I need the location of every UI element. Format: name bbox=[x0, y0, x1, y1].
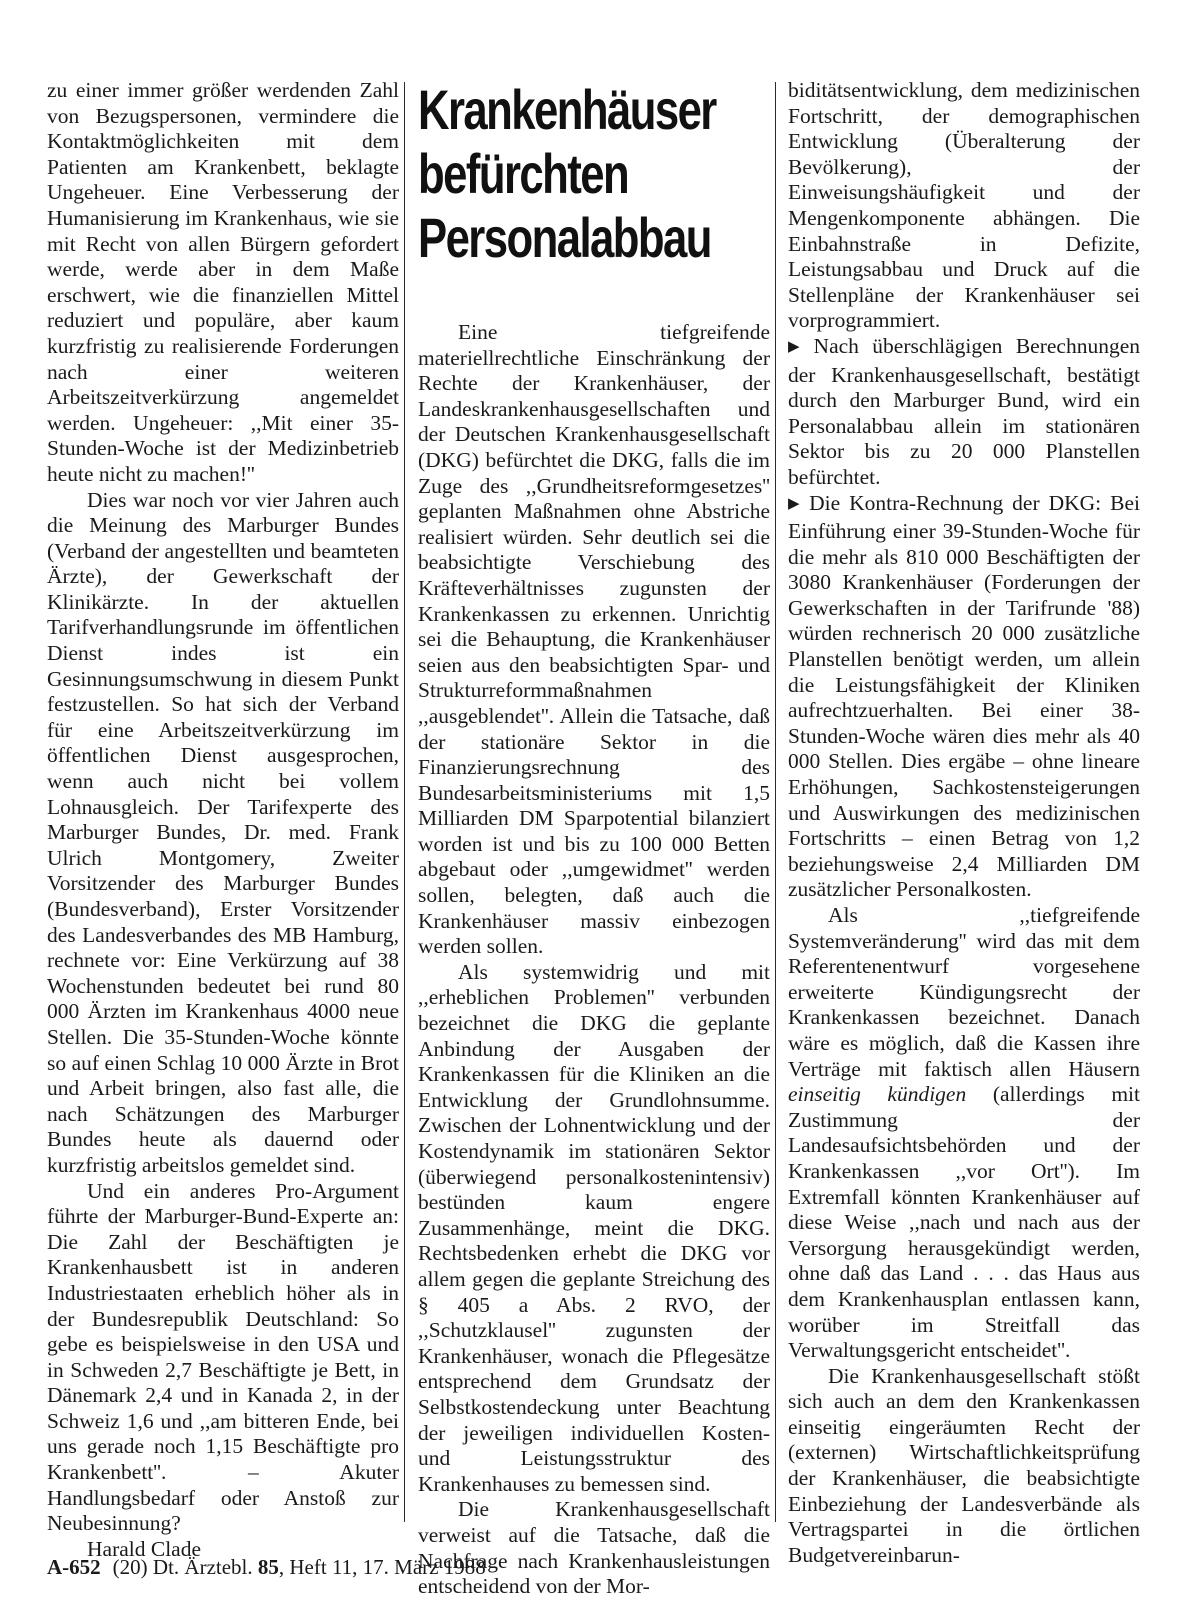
paragraph: Die Krankenhausgesellschaft verweist auf die Tatsache, daß die Nachfrage nach Krankenhausleistungen entscheidend von der Mor- bbox=[418, 1497, 770, 1599]
paragraph: Als systemwidrig und mit ,,erheblichen Problemen'' verbunden bezeichnet die DKG die geplante Anbindung der Ausgaben der Krankenkassen für die Kliniken an die Entwicklung der Grundlohnsumme. Zwischen der Lohnentwicklung und der Kostendynamik im stationären Sektor (überwiegend personalkostenintensiv) bestünden kaum engere Zusammenhänge, meint die DKG. Rechtsbedenken erhebt die DKG vor allem gegen die geplante Streichung des § 405 a Abs. 2 RVO, der ,,Schutzklausel'' zugunsten der Krankenhäuser, wonach die Pflegesätze entsprechend dem Grundsatz der Selbstkostendeckung unter Beachtung der jeweiligen individuellen Kosten- und Leistungsstruktur des Krankenhauses zu bemessen sind. bbox=[418, 959, 770, 1496]
triangle-bullet-icon: ▶ bbox=[788, 495, 804, 512]
paragraph bbox=[788, 903, 1140, 1364]
paragraph-text: (allerdings mit Zustimmung der Landesaufsichtsbehörden und der Krankenkassen ,,vor Ort''). Im Extremfall könnten Krankenhäuser auf diese Weise ,,nach und nach aus der Versorgung herausgekündigt werden, ohne daß das Land . . . das Haus aus dem Krankenhausplan entlassen kann, worüber im Streitfall das Verwaltungsgericht entscheidet''. bbox=[788, 1082, 1140, 1363]
paragraph: zu einer immer größer werdenden Zahl von Bezugspersonen, vermindere die Kontaktmöglichkeiten mit dem Patienten am Krankenbett, beklagte Ungeheuer. Eine Verbesserung der Humanisierung im Krankenhaus, wie sie mit Recht von allen Bürgern gefordert werde, werde aber in dem Maße erschwert, wie die finanziellen Mittel reduziert und populäre, aber kaum kurzfristig zu realisierende Forderungen nach einer weiteren Arbeitszeitverkürzung angemeldet werden. Ungeheuer: ,,Mit einer 35-Stunden-Woche ist der Medizinbetrieb heute nicht zu machen!'' bbox=[47, 78, 399, 486]
article-column-2 bbox=[418, 78, 770, 1600]
emphasis-text: einseitig kündigen bbox=[788, 1082, 967, 1107]
paragraph: Dies war noch vor vier Jahren auch die Meinung des Marburger Bundes (Verband der angestellten und beamteten Ärzte), der Gewerkschaft der Klinikärzte. In der aktuellen Tarifverhandlungsrunde im öffentlichen Dienst indes ist ein Gesinnungsumschwung in diesem Punkt festzustellen. So hat sich der Verband für eine Arbeitszeitverkürzung im öffentlichen Dienst ausgesprochen, wenn auch nicht bei vollem Lohnausgleich. Der Tarifexperte des Marburger Bundes, Dr. med. Frank Ulrich Montgomery, Zweiter Vorsitzender des Marburger Bundes (Bundesverband), Erster Vorsitzender des Landesverbandes des MB Hamburg, rechnete vor: Eine Verkürzung auf 38 Wochenstunden bedeutet bei rund 80 000 Ärzten im Krankenhaus 4000 neue Stellen. Die 35-Stunden-Woche könnte so auf einen Schlag 10 000 Ärzte in Brot und Arbeit bringen, also fast alle, die nach Schätzungen des Marburger Bundes heute als dauernd oder kurzfristig arbeitslos gemeldet sind. bbox=[47, 487, 399, 1177]
column-divider bbox=[775, 82, 776, 1522]
paragraph: Die Krankenhausgesellschaft stößt sich auch an dem den Krankenkassen einseitig eingeräumten Recht der (externen) Wirtschaftlichkeitsprüfung der Krankenhäuser, die beabsichtigte Einbeziehung der Landesverbände als Vertragspartei in die örtlichen Budgetvereinbarun- bbox=[788, 1363, 1140, 1567]
page-footer bbox=[47, 1555, 486, 1580]
bullet-text: Nach überschlägigen Berechnungen der Krankenhausgesellschaft, bestätigt durch den Marburger Bund, wird ein Personalabbau allein im stationären Sektor bis zu 20 000 Planstellen befürchtet. bbox=[788, 333, 1140, 489]
paragraph: Eine tiefgreifende materiellrechtliche Einschränkung der Rechte der Krankenhäuser, der Landeskrankenhausgesellschaften und der Deutschen Krankenhausgesellschaft (DKG) befürchtet die DKG, falls die im Zuge des ,,Grundheitsreformgesetzes'' geplanten Maßnahmen ohne Abstriche realisiert würden. Sehr deutlich sei die beabsichtigte Verschiebung des Kräfteverhältnisses zugunsten der Krankenkassen zu erkennen. Unrichtig sei die Behauptung, die Krankenhäuser seien aus den beabsichtigten Spar- und Strukturreformmaßnahmen ,,ausgeblendet''. Allein die Tatsache, daß der stationäre Sektor in die Finanzierungsrechnung des Bundesarbeitsministeriums mit 1,5 Milliarden DM Sparpotential bilanziert worden ist und bis zu 100 000 Betten abgebaut oder ,,umgewidmet'' werden sollen, belegten, daß auch die Krankenhäuser massiv einbezogen werden sollen. bbox=[418, 320, 770, 959]
page-number: A-652 bbox=[47, 1555, 101, 1579]
article-headline: Krankenhäuser befürchten Personalabbau bbox=[418, 78, 716, 269]
triangle-bullet-icon: ▶ bbox=[788, 338, 808, 355]
column-divider bbox=[404, 82, 405, 1522]
paragraph-text: Als ,,tiefgreifende Systemveränderung'' wird das mit dem Referentenentwurf vorgesehene erweiterte Kündigungsrecht der Krankenkassen bezeichnet. Danach wäre es möglich, daß die Kassen ihre Verträge mit faktisch allen Häusern bbox=[788, 903, 1140, 1081]
bullet-text: Die Kontra-Rechnung der DKG: Bei Einführung einer 39-Stunden-Woche für die mehr als 810 000 Beschäftigten der 3080 Krankenhäuser (Forderungen der Gewerkschaften in der Tarifrunde '88) würden rechnerisch 20 000 zusätzliche Planstellen benötigt werden, um allein die Leistungsfähigkeit der Kliniken aufrechtzuerhalten. Bei einer 38-Stunden-Woche wären dies mehr als 40 000 Stellen. Dies ergäbe – ohne lineare Erhöhungen, Sachkostensteigerungen und Auswirkungen des medizinischen Fortschritts – einen Betrag von 1,2 beziehungsweise 2,4 Milliarden DM zusätzlicher Personalkosten. bbox=[788, 490, 1140, 902]
journal-issue: , Heft 11, 17. März 1988 bbox=[278, 1555, 486, 1579]
article-column-1 bbox=[47, 78, 399, 1562]
journal-citation: (20) Dt. Ärztebl. bbox=[112, 1555, 253, 1579]
paragraph: Und ein anderes Pro-Argument führte der Marburger-Bund-Experte an: Die Zahl der Beschäftigten je Krankenhausbett ist in anderen Industriestaaten erheblich höher als in der Bundesrepublik Deutschland: So gebe es beispielsweise in den USA und in Schweden 2,7 Beschäftigte je Bett, in Dänemark 2,4 und in Kanada 2, in der Schweiz 1,6 und ,,am bitteren Ende, bei uns gerade noch 1,15 Beschäftigte pro Krankenbett''. – Akuter Handlungsbedarf oder Anstoß zur Neubesinnung? bbox=[47, 1178, 399, 1536]
bullet-item bbox=[788, 491, 1140, 904]
article-column-3 bbox=[788, 78, 1140, 1568]
author-byline: Harald Clade bbox=[87, 1536, 202, 1561]
bullet-item bbox=[788, 334, 1140, 491]
journal-volume: 85 bbox=[257, 1555, 279, 1579]
paragraph: biditätsentwicklung, dem medizinischen Fortschritt, der demographischen Entwicklung (Überalterung der Bevölkerung), der Einweisungshäufigkeit und der Mengenkomponente abhängen. Die Einbahnstraße in Defizite, Leistungsabbau und Druck auf die Stellenpläne der Krankenhäuser sei vorprogrammiert. bbox=[788, 78, 1140, 333]
